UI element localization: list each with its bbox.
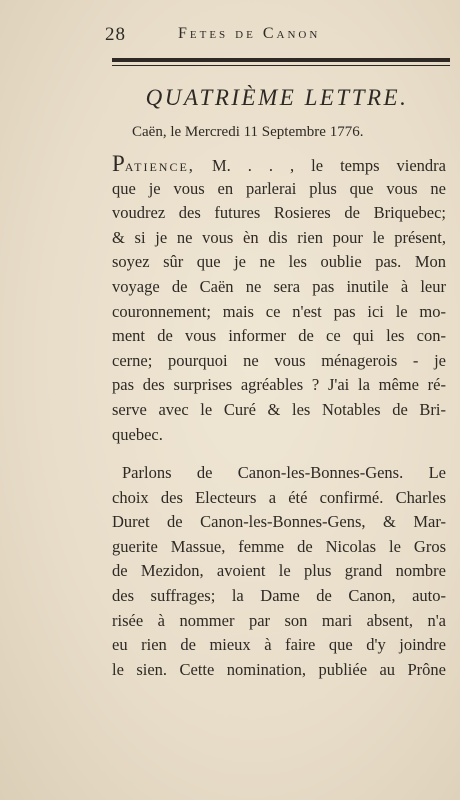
text-line: & si je ne vous èn dis rien pour le présent,	[112, 227, 446, 247]
header-rule-thin	[112, 65, 450, 66]
running-title: Fetes de Canon	[178, 25, 321, 42]
letter-title: QUATRIÈME LETTRE.	[145, 85, 409, 110]
text-line: couronnement; mais ce n'est pas ici le mo-	[112, 301, 446, 321]
text-line: voyage de Caën ne sera pas inutile à leur	[112, 276, 446, 296]
paragraph-2	[112, 461, 446, 682]
text-line: soyez sûr que je ne les oublie pas. Mon	[112, 252, 446, 272]
text-line: risée à nommer par son mari absent, n'a	[112, 610, 446, 630]
text-line: que je vous en parlerai plus que vous ne	[112, 178, 446, 198]
text-line: serve avec le Curé & les Notables de Bri-	[112, 399, 446, 419]
text-line: choix des Electeurs a été confirmé. Charles	[112, 487, 446, 507]
text-line	[112, 152, 446, 177]
text-line: cerne; pourquoi ne vous ménagerois - je	[112, 350, 446, 370]
dateline: Caën, le Mercredi 11 Septembre 1776.	[132, 124, 364, 140]
text-line: voudrez des futures Rosieres de Briquebec;	[112, 203, 446, 223]
text-line: Parlons de Canon-les-Bonnes-Gens. Le	[122, 463, 446, 482]
drop-capital: P	[112, 151, 125, 176]
text-line: quebec.	[112, 424, 163, 444]
page-number: 28	[105, 24, 126, 45]
text-line: eu rien de mieux à faire que d'y joindre	[112, 635, 446, 655]
text-line: pas des surprises agréables ? J'ai la même ré-	[112, 375, 446, 395]
opening-word-rest: atience,	[124, 156, 195, 175]
paragraph-1	[112, 152, 446, 447]
text-line: de Mezidon, avoient le plus grand nombre	[112, 561, 446, 581]
text-line: ment de vous informer de ce qui les con-	[112, 326, 446, 346]
text-line-content: Patience, M. . . , le temps viendra	[112, 151, 446, 176]
text-line: Duret de Canon-les-Bonnes-Gens, & Mar-	[112, 512, 446, 532]
text-line: guerite Massue, femme de Nicolas le Gros	[112, 536, 446, 556]
header-rule-thick	[112, 58, 450, 62]
text-line: le sien. Cette nomination, publiée au Prône	[112, 659, 446, 679]
text-line: des suffrages; la Dame de Canon, auto-	[112, 585, 446, 605]
